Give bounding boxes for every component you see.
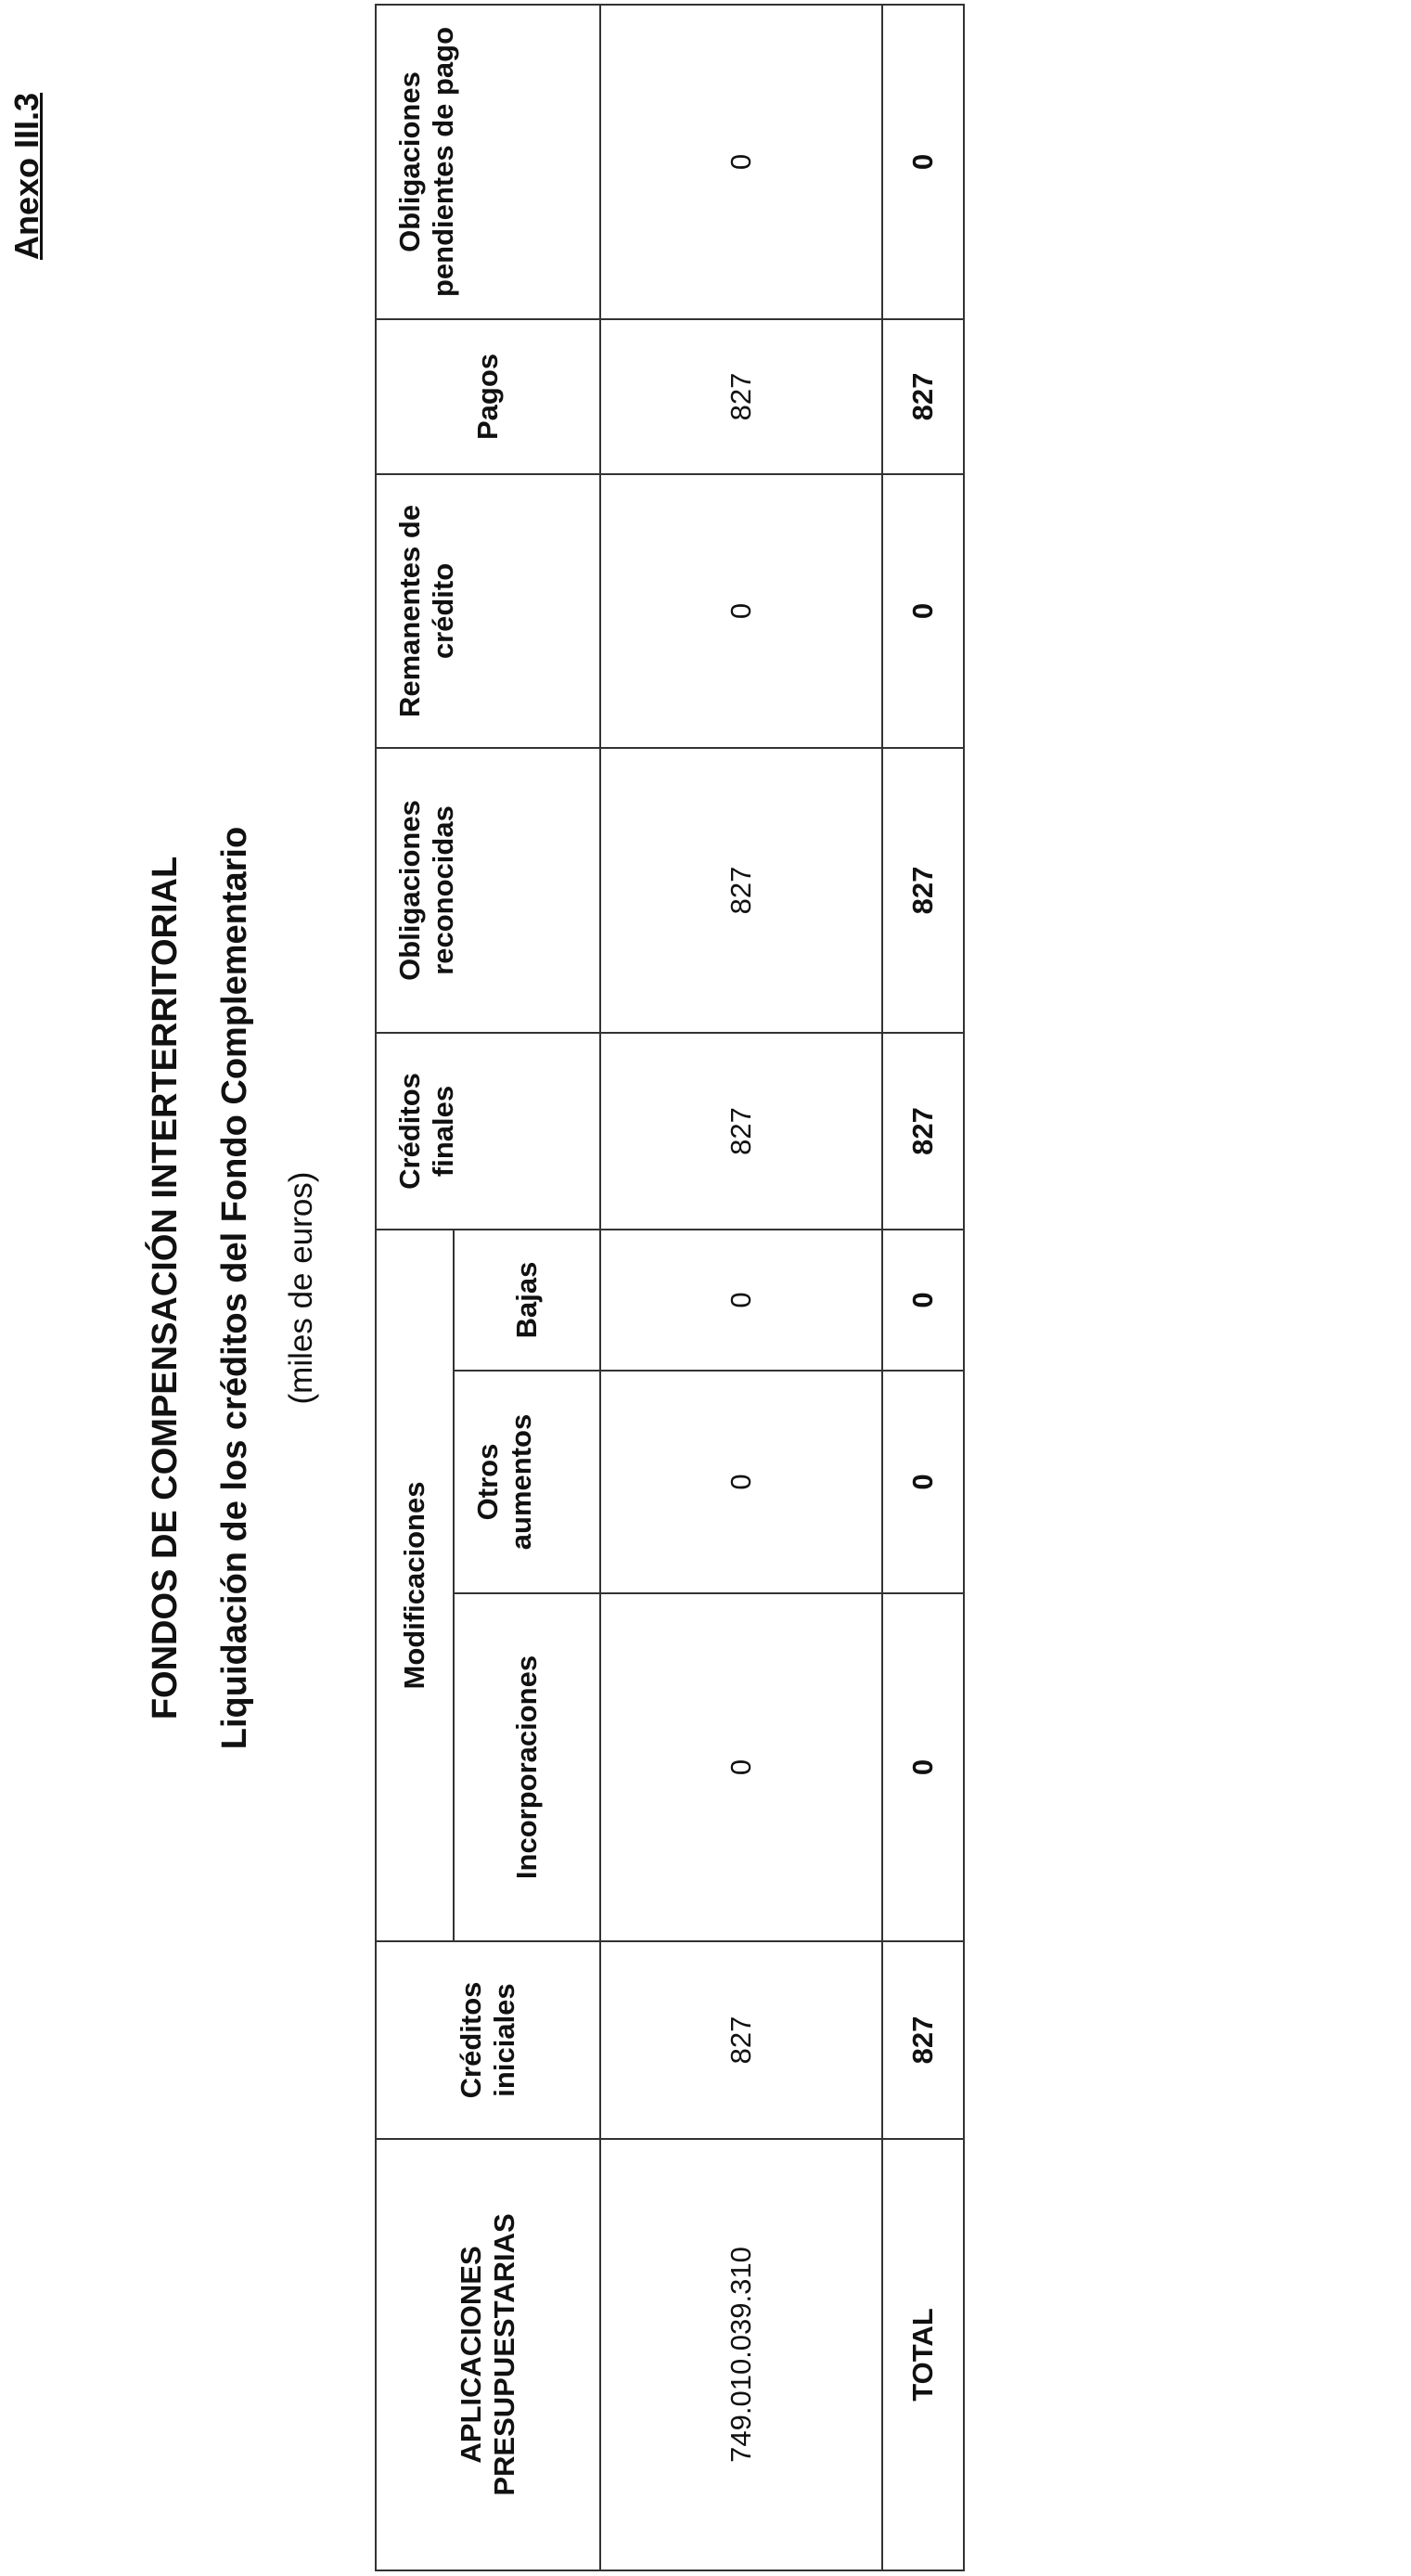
total-creditos-finales: 827 bbox=[882, 1033, 964, 1230]
cell-pagos: 827 bbox=[600, 319, 882, 474]
total-obligaciones-pendientes: 0 bbox=[882, 5, 964, 319]
total-pagos: 827 bbox=[882, 319, 964, 474]
report-subtitle: Liquidación de los créditos del Fondo Complementario bbox=[215, 826, 254, 1750]
header-row-top bbox=[376, 5, 454, 2570]
cell-otros-aumentos: 0 bbox=[600, 1371, 882, 1593]
header-modificaciones: Modificaciones bbox=[376, 1230, 454, 1941]
report-units: (miles de euros) bbox=[283, 1171, 319, 1405]
total-otros-aumentos: 0 bbox=[882, 1371, 964, 1593]
cell-obligaciones-pendientes: 0 bbox=[600, 5, 882, 319]
header-remanentes: Remanentes de crédito bbox=[376, 474, 600, 748]
liquidation-table bbox=[375, 4, 965, 2571]
header-creditos-finales: Créditos finales bbox=[376, 1033, 600, 1230]
header-pagos: Pagos bbox=[376, 319, 600, 474]
cell-creditos-finales: 827 bbox=[600, 1033, 882, 1230]
cell-remanentes: 0 bbox=[600, 474, 882, 748]
cell-obligaciones-reconocidas: 827 bbox=[600, 748, 882, 1033]
total-incorporaciones: 0 bbox=[882, 1593, 964, 1941]
header-obligaciones-reconocidas: Obligaciones reconocidas bbox=[376, 748, 600, 1033]
header-creditos-iniciales: Créditos iniciales bbox=[376, 1941, 600, 2139]
cell-bajas: 0 bbox=[600, 1230, 882, 1371]
header-obligaciones-pendientes: Obligaciones pendientes de pago bbox=[376, 5, 600, 319]
header-bajas: Bajas bbox=[454, 1230, 600, 1371]
header-otros-aumentos: Otros aumentos bbox=[454, 1371, 600, 1593]
table-row bbox=[600, 5, 882, 2570]
header-aplicaciones: APLICACIONES PRESUPUESTARIAS bbox=[376, 2139, 600, 2570]
total-bajas: 0 bbox=[882, 1230, 964, 1371]
cell-incorporaciones: 0 bbox=[600, 1593, 882, 1941]
total-label: TOTAL bbox=[882, 2139, 964, 2570]
total-obligaciones-reconocidas: 827 bbox=[882, 748, 964, 1033]
cell-aplicacion: 749.010.039.310 bbox=[600, 2139, 882, 2570]
report-title: FONDOS DE COMPENSACIÓN INTERTERRITORIAL bbox=[146, 856, 185, 1720]
total-remanentes: 0 bbox=[882, 474, 964, 748]
header-incorporaciones: Incorporaciones bbox=[454, 1593, 600, 1941]
total-creditos-iniciales: 827 bbox=[882, 1941, 964, 2139]
annex-label: Anexo III.3 bbox=[7, 92, 45, 260]
cell-creditos-iniciales: 827 bbox=[600, 1941, 882, 2139]
total-row bbox=[882, 5, 964, 2570]
